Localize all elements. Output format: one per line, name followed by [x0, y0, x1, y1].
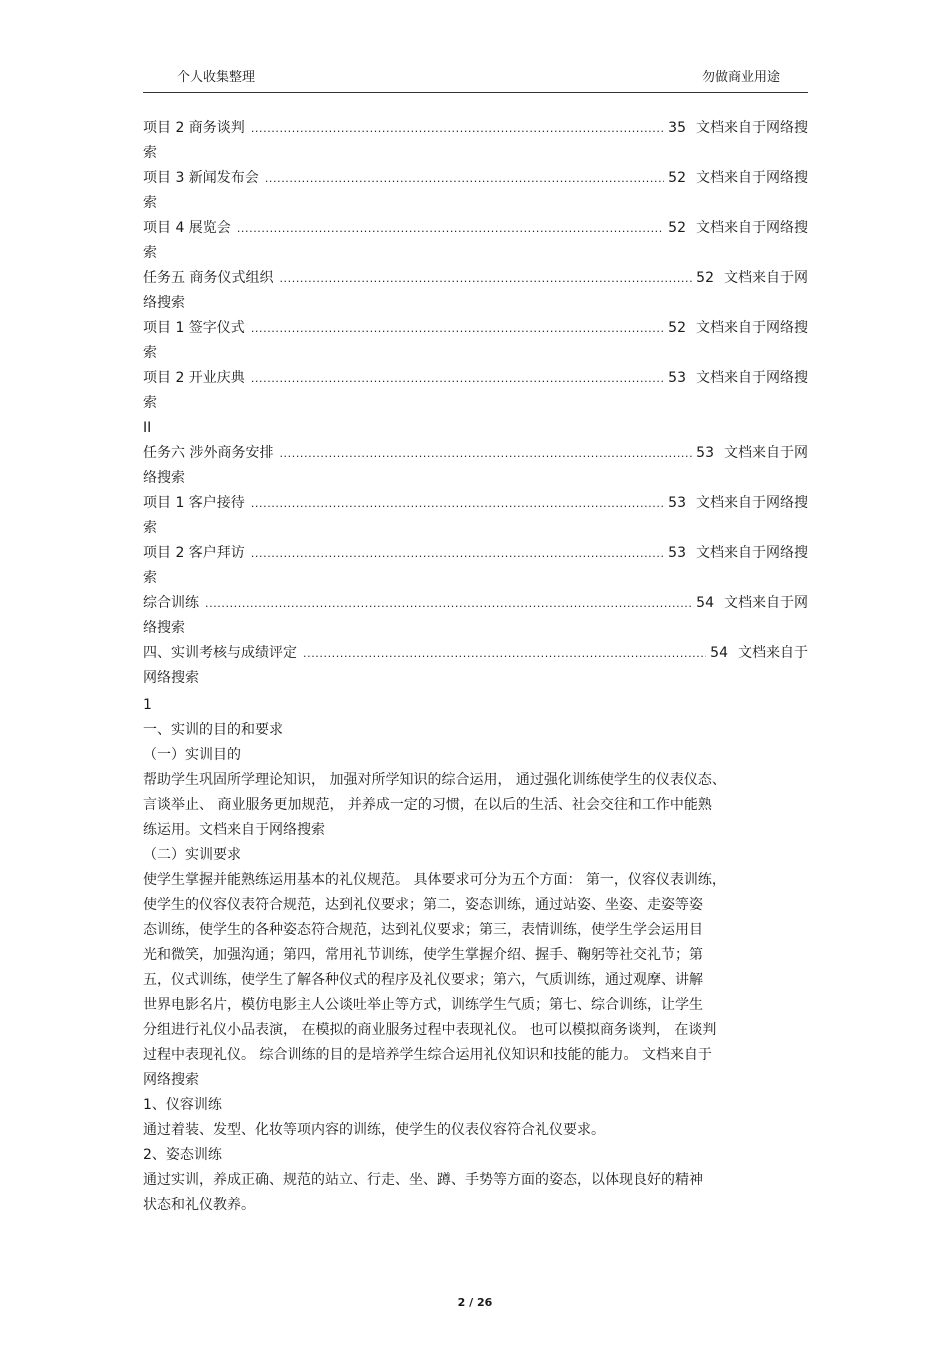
- toc-leader: [265, 166, 664, 191]
- paragraph-line: 网络搜索: [143, 1072, 199, 1088]
- section-heading: 一、实训的目的和要求: [143, 722, 283, 738]
- toc-continuation: 索: [143, 195, 157, 211]
- header-right-text: 勿做商业用途: [701, 70, 780, 85]
- toc-suffix: 文档来自于网: [724, 445, 808, 461]
- toc-leader: [237, 216, 664, 241]
- toc-page: 52: [668, 170, 686, 186]
- toc-leader: [251, 116, 664, 141]
- toc-suffix: 文档来自于: [738, 645, 808, 661]
- page-header: [143, 64, 808, 93]
- toc-title: 项目 1 客户接待: [143, 495, 245, 511]
- paragraph-line: 言谈举止、 商业服务更加规范， 并养成一定的习惯，在以后的生活、社会交往和工作中能熟: [143, 797, 712, 813]
- paragraph-line: 过程中表现礼仪。 综合训练的目的是培养学生综合运用礼仪知识和技能的能力。 文档来自于: [143, 1047, 712, 1063]
- paragraph-line: 使学生的仪容仪表符合规范，达到礼仪要求；第二，姿态训练，通过站姿、坐姿、走姿等姿: [143, 897, 703, 913]
- toc-continuation: 索: [143, 395, 157, 411]
- toc-title: 四、实训考核与成绩评定: [143, 645, 297, 661]
- toc-entry[interactable]: [143, 316, 808, 366]
- paragraph-line: 使学生掌握并能熟练运用基本的礼仪规范。 具体要求可分为五个方面： 第一，仪容仪表训练，: [143, 872, 726, 888]
- toc-suffix: 文档来自于网络搜: [696, 545, 808, 561]
- toc-continuation: 络搜索: [143, 620, 185, 636]
- toc-title: 项目 2 商务谈判: [143, 120, 245, 136]
- toc-title: 任务五 商务仪式组织: [143, 270, 274, 286]
- table-of-contents: [143, 116, 808, 691]
- toc-title: 项目 4 展览会: [143, 220, 231, 236]
- toc-title: 项目 2 客户拜访: [143, 545, 245, 561]
- toc-suffix: 文档来自于网络搜: [696, 370, 808, 386]
- toc-entry[interactable]: [143, 591, 808, 641]
- toc-title: 任务六 涉外商务安排: [143, 445, 274, 461]
- toc-title: 项目 1 签字仪式: [143, 320, 245, 336]
- toc-continuation: 索: [143, 245, 157, 261]
- toc-leader: [251, 316, 664, 341]
- toc-title: 综合训练: [143, 595, 199, 611]
- toc-page: 52: [668, 220, 686, 236]
- toc-suffix: 文档来自于网络搜: [696, 320, 808, 336]
- header-left-text: 个人收集整理: [177, 70, 256, 85]
- section-number: 1: [143, 697, 152, 713]
- paragraph-line: 通过实训，养成正确、规范的站立、行走、坐、蹲、手势等方面的姿态，以体现良好的精神: [143, 1172, 703, 1188]
- toc-page: 53: [668, 495, 686, 511]
- toc-page: 52: [696, 270, 714, 286]
- toc-suffix: 文档来自于网: [724, 595, 808, 611]
- toc-continuation: 索: [143, 345, 157, 361]
- toc-continuation: 索: [143, 520, 157, 536]
- toc-entry[interactable]: [143, 116, 808, 166]
- paragraph-line: 练运用。文档来自于网络搜索: [143, 822, 325, 838]
- toc-suffix: 文档来自于网: [724, 270, 808, 286]
- toc-page: 53: [668, 370, 686, 386]
- paragraph-line: 态训练，使学生的各种姿态符合规范，达到礼仪要求；第三，表情训练，使学生学会运用目: [143, 922, 703, 938]
- paragraph-line: 五，仪式训练，使学生了解各种仪式的程序及礼仪要求；第六，气质训练，通过观摩、讲解: [143, 972, 703, 988]
- toc-suffix: 文档来自于网络搜: [696, 170, 808, 186]
- toc-suffix: 文档来自于网络搜: [696, 495, 808, 511]
- document-body: [143, 693, 808, 1218]
- toc-continuation: 络搜索: [143, 470, 185, 486]
- toc-entry[interactable]: [143, 166, 808, 216]
- toc-leader: [205, 591, 692, 616]
- toc-entry[interactable]: [143, 216, 808, 266]
- toc-entry[interactable]: [143, 366, 808, 416]
- toc-continuation: 索: [143, 570, 157, 586]
- toc-leader: [251, 491, 664, 516]
- toc-entry[interactable]: [143, 266, 808, 316]
- paragraph-line: 世界电影名片，模仿电影主人公谈吐举止等方式，训练学生气质；第七、综合训练，让学生: [143, 997, 703, 1013]
- toc-entry[interactable]: [143, 491, 808, 541]
- toc-continuation: 网络搜索: [143, 670, 199, 686]
- paragraph-line: 状态和礼仪教养。: [143, 1197, 255, 1213]
- toc-suffix: 文档来自于网络搜: [696, 220, 808, 236]
- toc-leader: [279, 441, 692, 466]
- toc-leader: [251, 541, 664, 566]
- paragraph-line: 帮助学生巩固所学理论知识， 加强对所学知识的综合运用， 通过强化训练使学生的仪表仪态、: [143, 772, 726, 788]
- toc-title: 项目 2 开业庆典: [143, 370, 245, 386]
- toc-title: 项目 3 新闻发布会: [143, 170, 259, 186]
- toc-page: 54: [696, 595, 714, 611]
- paragraph-line: 光和微笑，加强沟通；第四，常用礼节训练，使学生掌握介绍、握手、鞠躬等社交礼节；第: [143, 947, 703, 963]
- toc-leader: [303, 641, 706, 666]
- toc-page: 52: [668, 320, 686, 336]
- paragraph-line: 分组进行礼仪小品表演， 在模拟的商业服务过程中表现礼仪。 也可以模拟商务谈判， 在谈判: [143, 1022, 717, 1038]
- subsection-heading: （二）实训要求: [143, 847, 241, 863]
- toc-entry[interactable]: [143, 441, 808, 491]
- toc-continuation: 络搜索: [143, 295, 185, 311]
- toc-suffix: 文档来自于网络搜: [696, 120, 808, 136]
- toc-page: 53: [668, 545, 686, 561]
- subsection-heading: （一）实训目的: [143, 747, 241, 763]
- item-heading: 2、姿态训练: [143, 1147, 222, 1163]
- paragraph-line: 通过着装、发型、化妆等项内容的训练，使学生的仪表仪容符合礼仪要求。: [143, 1122, 605, 1138]
- toc-entry[interactable]: [143, 541, 808, 591]
- item-heading: 1、仪容训练: [143, 1097, 222, 1113]
- page-number: 2 / 26: [457, 1296, 493, 1309]
- roman-numeral: II: [143, 420, 152, 436]
- toc-page: 35: [668, 120, 686, 136]
- toc-page: 53: [696, 445, 714, 461]
- toc-page: 54: [710, 645, 728, 661]
- toc-leader: [279, 266, 692, 291]
- toc-continuation: 索: [143, 145, 157, 161]
- toc-leader: [251, 366, 664, 391]
- toc-entry[interactable]: [143, 641, 808, 691]
